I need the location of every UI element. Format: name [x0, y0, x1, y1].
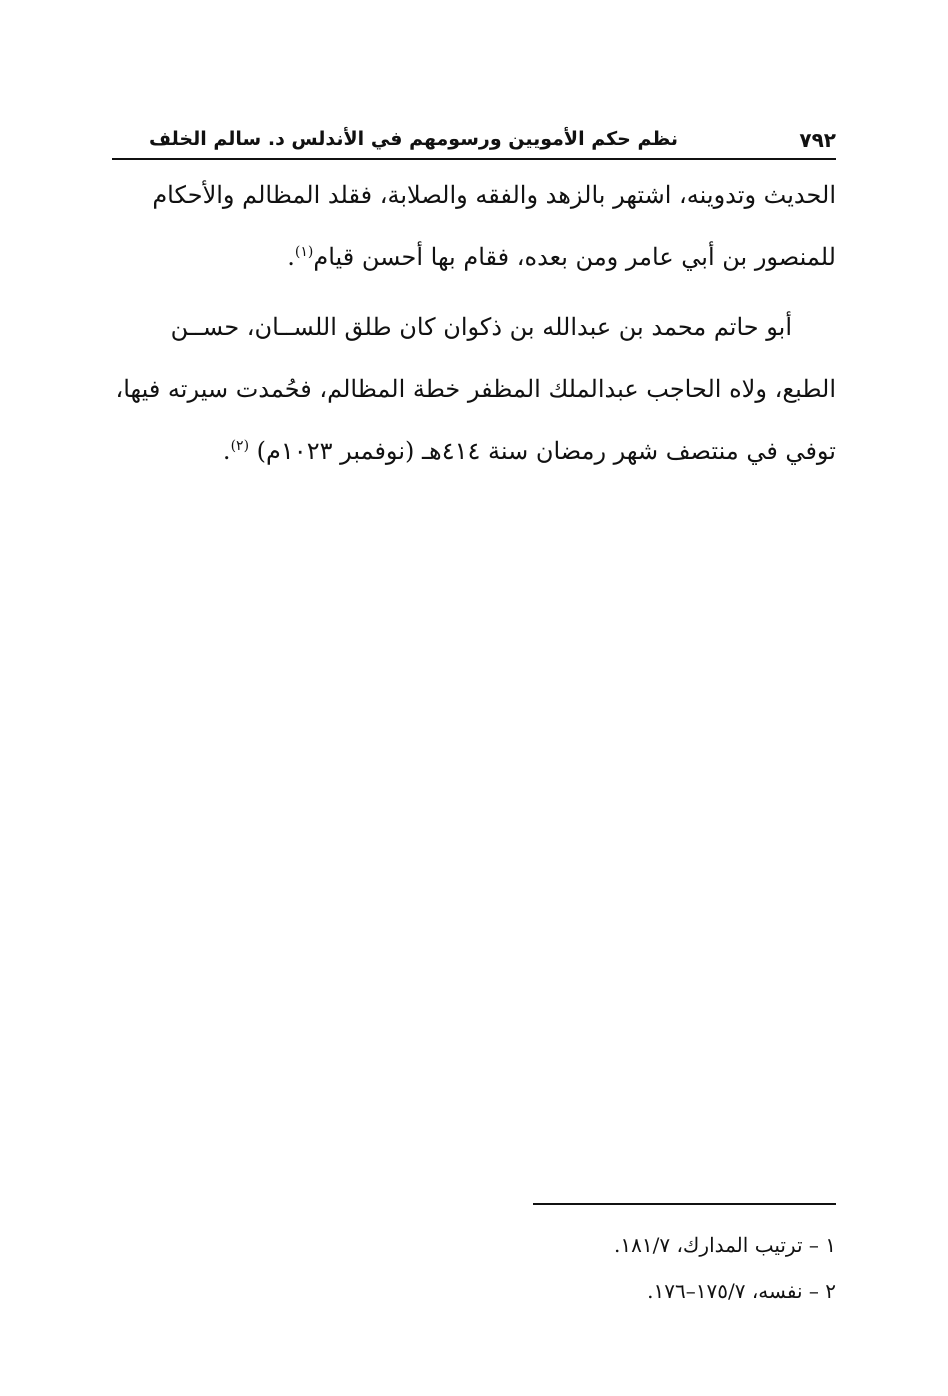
footnotes — [112, 1222, 836, 1314]
main-text — [112, 164, 836, 482]
footnote-ref: (٢) — [230, 438, 250, 454]
text-line: أبو حاتم محمد بن عبدالله بن ذكوان كان طلق اللســان، حســن — [170, 313, 792, 341]
footnote-item: ١ – ترتيب المدارك، ١٨١/٧. — [614, 1233, 836, 1257]
text-line: الطبع، ولاه الحاجب عبدالملك المظفر خطة المظالم، فحُمدت سيرته فيها، — [115, 375, 836, 403]
text-line: الحديث وتدوينه، اشتهر بالزهد والفقه والصلابة، فقلد المظالم والأحكام — [152, 181, 836, 209]
text-punctuation: . — [222, 437, 231, 465]
footnote-item: ٢ – نفسه، ١٧٥/٧–١٧٦. — [647, 1279, 836, 1303]
text-segment: توفي في منتصف شهر رمضان سنة ٤١٤هـ (نوفمبر ١٠٢٣م) — [256, 437, 836, 465]
page-number: ٧٩٢ — [799, 128, 836, 152]
text-line — [112, 420, 836, 482]
text-segment: للمنصور بن أبي عامر ومن بعده، فقام بها أحسن قيام — [313, 243, 836, 271]
header-rule — [112, 158, 836, 160]
page-header — [112, 118, 836, 158]
footnote-rule — [533, 1203, 836, 1205]
paragraph-1 — [112, 164, 836, 288]
running-title: نظم حكم الأمويين ورسومهم في الأندلس د. سالم الخلف — [149, 128, 678, 150]
paragraph-2 — [112, 296, 836, 482]
text-punctuation: . — [287, 243, 295, 271]
text-line — [112, 226, 836, 288]
footnote-ref: (١) — [294, 244, 314, 260]
